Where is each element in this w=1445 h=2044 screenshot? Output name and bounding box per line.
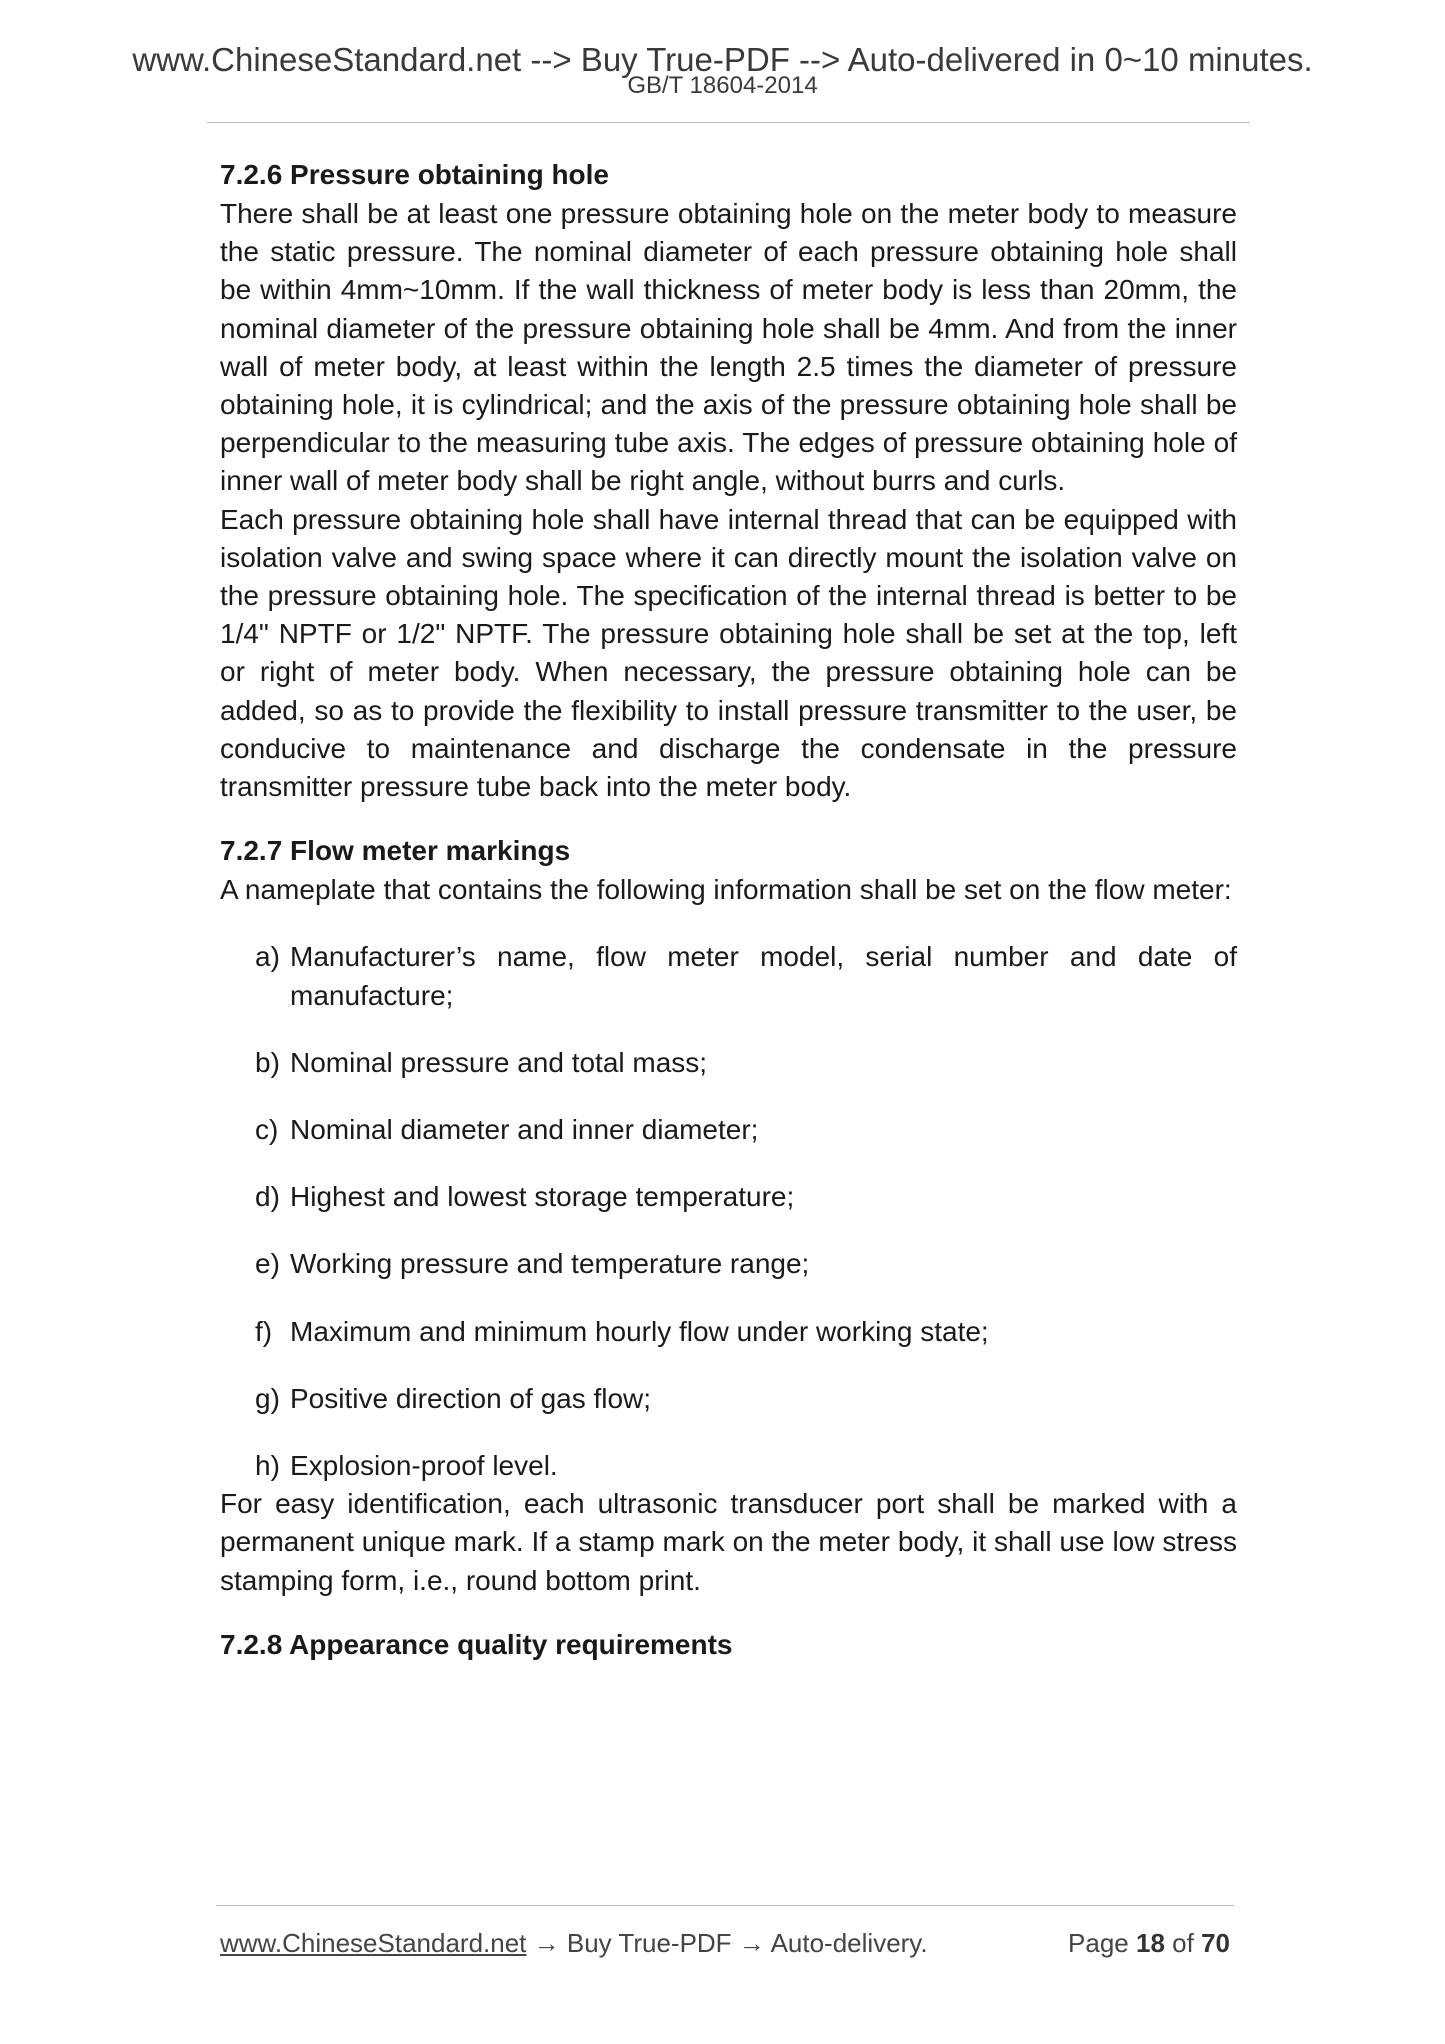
paragraph: For easy identification, each ultrasonic transducer port shall be marked with a permanent unique mark. If a stamp mark on the meter body, it shall use low stress stamping form, i.e., round bottom print. [220,1488,1237,1596]
list-item: b) Nominal pressure and total mass; [255,1046,708,1078]
list-item: a) Manufacturer’s name, flow meter model, serial number and date of manufacture; [255,941,1237,1011]
section-heading-7-2-8: 7.2.8 Appearance quality requirements [220,1628,733,1660]
list-item: c) Nominal diameter and inner diameter; [255,1114,759,1146]
page-number: Page 18 of 70 [1068,1928,1230,1958]
list-item: h) Explosion-proof level. [255,1450,558,1482]
current-page: 18 [1136,1928,1165,1958]
footer-divider [216,1905,1234,1906]
section-heading-7-2-6: 7.2.6 Pressure obtaining hole [220,159,610,190]
list-item: f) Maximum and minimum hourly flow under working state; [255,1315,989,1347]
paragraph: A nameplate that contains the following information shall be set on the flow meter: [220,874,1232,906]
page-footer [220,1926,1230,1960]
top-banner: www.ChineseStandard.net --> Buy True-PDF --> Auto-delivered in 0~10 minutes. [132,41,1313,78]
nameplate-info-list [220,938,1237,1485]
standard-code: GB/T 18604-2014 [627,72,818,99]
paragraph: There shall be at least one pressure obtaining hole on the meter body to measure the static pressure. The nominal diameter of each pressure obtaining hole shall be within 4mm~10mm. If the wall thickness of meter body is less than 20mm, the nominal diameter of the pressure obtaining hole shall be 4mm. And from the inner wall of meter body, at least within the length 2.5 times the diameter of pressure obtaining hole, it is cylindrical; and the axis of the pressure obtaining hole shall be perpendicular to the measuring tube axis. The edges of pressure obtaining hole of inner wall of meter body shall be right angle, without burrs and curls. [220,198,1237,497]
header-divider [207,122,1250,123]
footer-tail-text: → Buy True-PDF → Auto-delivery. [526,1928,928,1958]
paragraph: Each pressure obtaining hole shall have internal thread that can be equipped with isolation valve and swing space where it can directly mount the isolation valve on the pressure obtaining hole. The specification of the internal thread is better to be 1/4" NPTF or 1/2" NPTF. The pressure obtaining hole shall be set at the top, left or right of meter body. When necessary, the pressure obtaining hole can be added, so as to provide the flexibility to install pressure transmitter to the user, be conducive to maintenance and discharge the condensate in the pressure transmitter pressure tube back into the meter body. [220,503,1237,803]
list-item: e) Working pressure and temperature range; [255,1248,810,1280]
list-item: g) Positive direction of gas flow; [255,1382,652,1414]
footer-site-link[interactable]: www.ChineseStandard.net [220,1928,527,1958]
total-pages: 70 [1201,1928,1230,1958]
list-item: d) Highest and lowest storage temperature; [255,1181,795,1213]
document-body [220,155,1237,1665]
section-heading-7-2-7: 7.2.7 Flow meter markings [220,835,571,867]
